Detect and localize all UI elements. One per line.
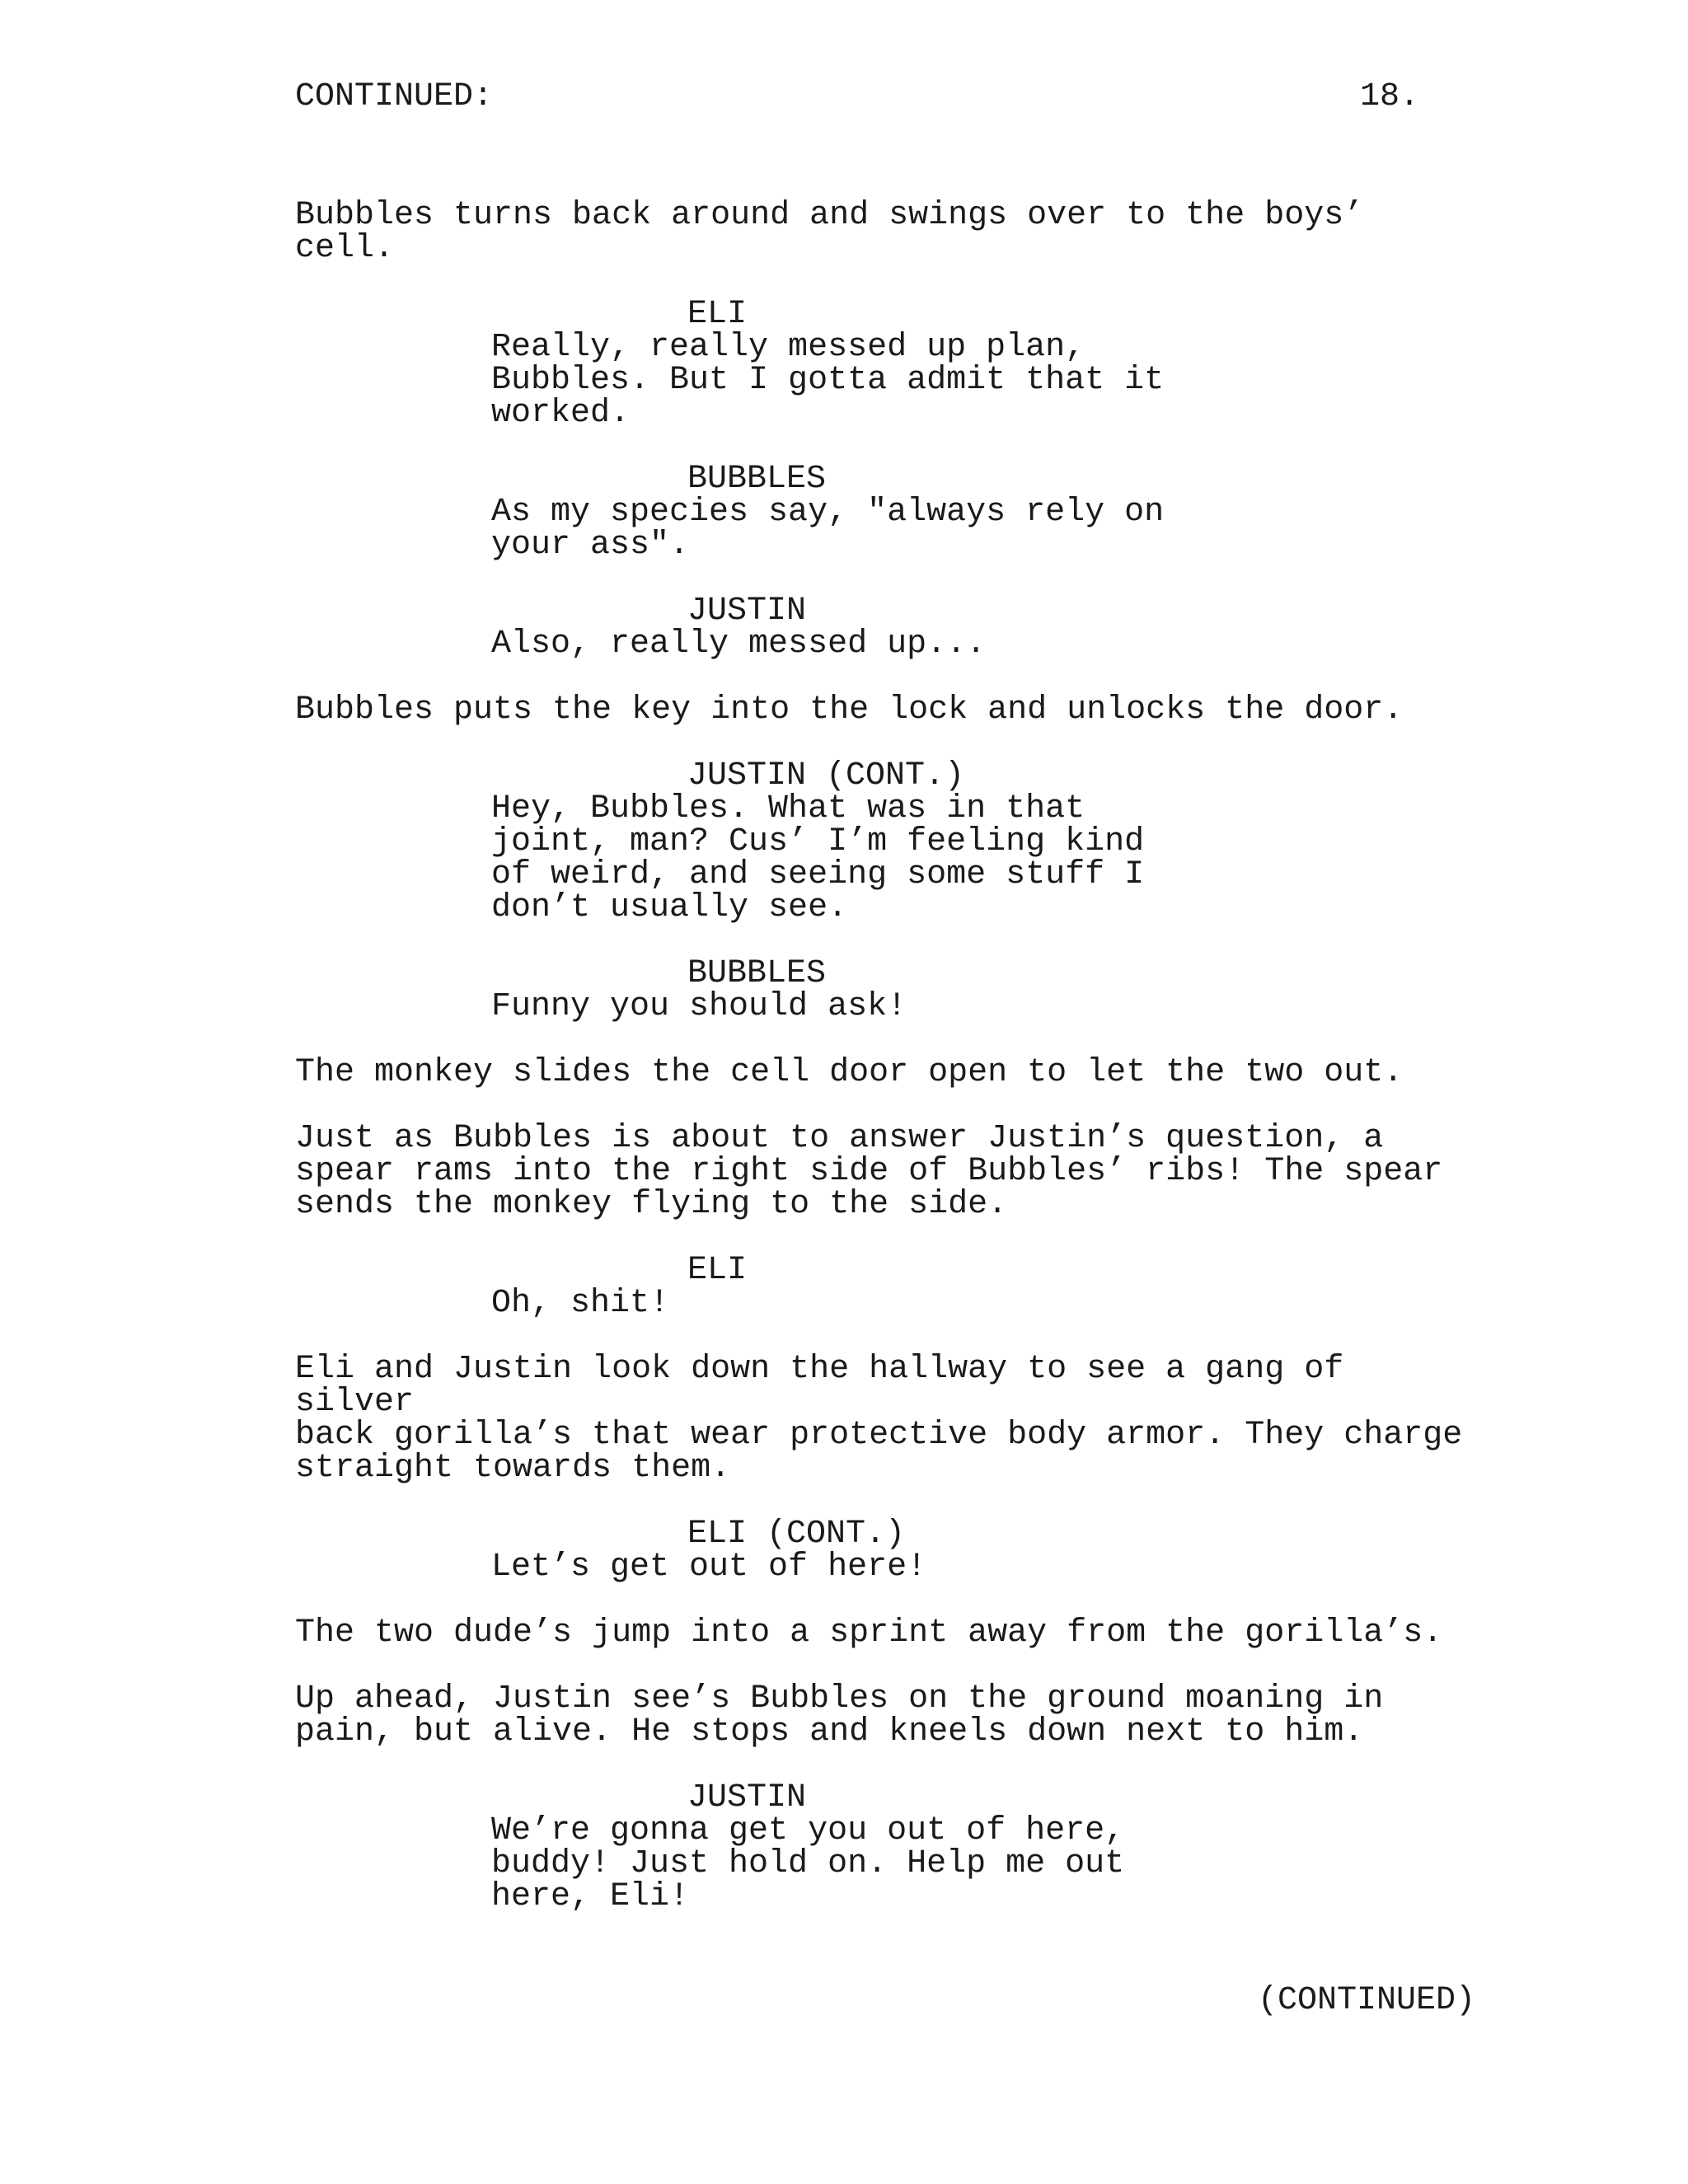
action-line: Bubbles puts the key into the lock and unlocks the door. xyxy=(295,691,1404,729)
dialogue-line: your ass". xyxy=(491,527,690,564)
dialogue-line: worked. xyxy=(491,395,631,432)
character-name: ELI (CONT.) xyxy=(687,1516,906,1553)
dialogue-line: Bubbles. But I gotta admit that it xyxy=(491,362,1165,399)
dialogue-line: buddy! Just hold on. Help me out xyxy=(491,1845,1125,1882)
dialogue-line: Really, really messed up plan, xyxy=(491,329,1085,366)
dialogue-block xyxy=(295,595,1465,661)
dialogue-line: here, Eli! xyxy=(491,1878,690,1915)
action-line: The two dude’s jump into a sprint away from the gorilla’s. xyxy=(295,1615,1443,1652)
action-line: Up ahead, Justin see’s Bubbles on the ground moaning in pain, but alive. He stops and kneels down next to him. xyxy=(295,1680,1384,1750)
dialogue-line: joint, man? Cus’ I’m feeling kind xyxy=(491,823,1145,860)
character-name: BUBBLES xyxy=(687,461,827,498)
dialogue-block xyxy=(295,1254,1465,1320)
dialogue-line: As my species say, "always rely on xyxy=(491,494,1165,531)
character-name: JUSTIN xyxy=(687,593,807,630)
dialogue-block xyxy=(295,298,1465,430)
dialogue-line: don’t usually see. xyxy=(491,889,848,926)
action-line: Eli and Justin look down the hallway to see a gang of silver back gorilla’s that wear protective body armor. They charge straight towards them. xyxy=(295,1351,1463,1487)
action-line: The monkey slides the cell door open to let the two out. xyxy=(295,1054,1404,1091)
dialogue-line: Hey, Bubbles. What was in that xyxy=(491,790,1085,827)
dialogue-line: We’re gonna get you out of here, xyxy=(491,1812,1125,1849)
dialogue-line: of weird, and seeing some stuff I xyxy=(491,856,1145,893)
script-body xyxy=(295,199,1465,1947)
dialogue-line: Oh, shit! xyxy=(491,1285,670,1322)
page-number: 18. xyxy=(1359,78,1419,115)
character-name: ELI xyxy=(687,296,748,333)
dialogue-block xyxy=(295,955,1465,1025)
character-name: BUBBLES xyxy=(687,955,827,992)
dialogue-block xyxy=(295,1518,1465,1584)
action-line: Bubbles turns back around and swings over to the boys’ cell. xyxy=(295,197,1384,267)
dialogue-line: Also, really messed up... xyxy=(491,626,987,663)
action-line: Just as Bubbles is about to answer Justin’s question, a spear rams into the right side of Bubbles’ ribs! The spear sends the monkey flying to the side. xyxy=(295,1120,1443,1223)
dialogue-block xyxy=(295,757,1465,926)
character-name: JUSTIN (CONT.) xyxy=(687,757,965,794)
continued-footer: (CONTINUED) xyxy=(1257,1982,1475,2019)
dialogue-line: Let’s get out of here! xyxy=(491,1549,927,1586)
character-name: ELI xyxy=(687,1252,748,1289)
character-name: JUSTIN xyxy=(687,1779,807,1816)
dialogue-block xyxy=(295,1779,1465,1915)
dialogue-line: Funny you should ask! xyxy=(491,988,907,1025)
continued-header: CONTINUED: xyxy=(295,78,494,115)
dialogue-block xyxy=(295,463,1465,562)
